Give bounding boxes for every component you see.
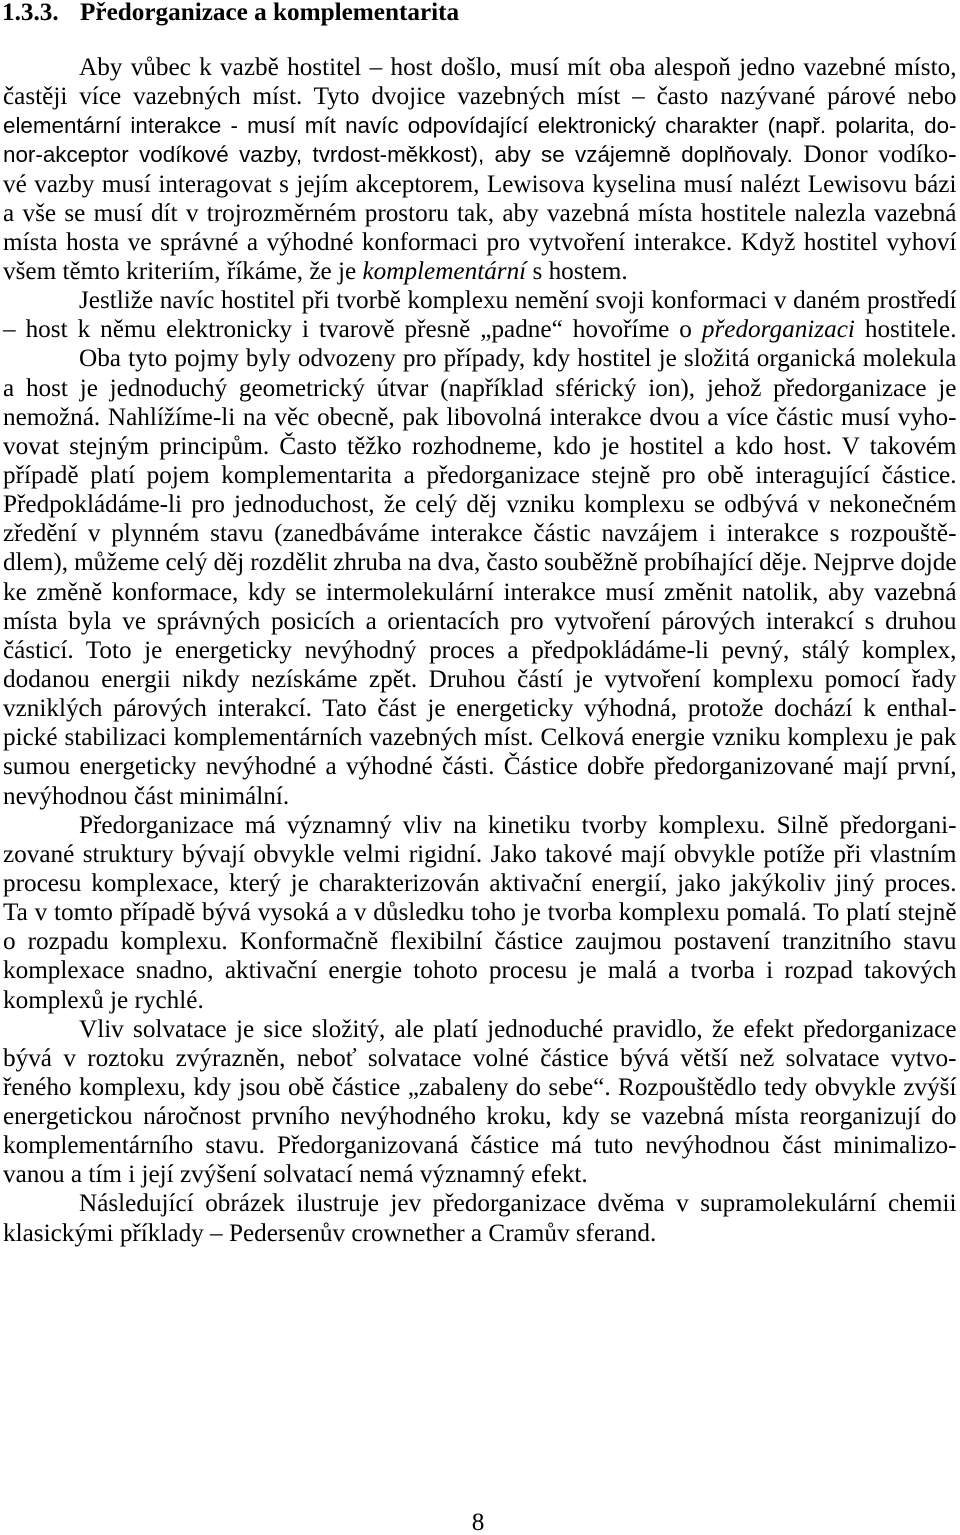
text-line [3,1073,957,1102]
text-run: zované struktury bývají obvykle velmi rigidní. Jako takové mají obvykle potíže při vlastním [3,840,957,868]
body-text [3,53,957,1248]
text-run: procesu komplexace, který je charakterizován aktivační energií, jako jakýkoliv jiný proces. [3,869,957,897]
text-run: vovat stejným principům. Často těžko rozhodneme, kdo je hostitel a kdo host. V takovém [3,432,957,460]
text-run: místa hosta ve správné a výhodné konformaci pro vytvoření interakce. Když hostitel vyhoví [3,228,957,256]
text-run: Oba tyto pojmy byly odvozeny pro případy, kdy hostitel je složitá organická molekula [79,345,957,373]
text-run: nemožná. Nahlížíme-li na věc obecně, pak libovolná interakce dvou a více částic musí vyho- [3,403,957,431]
text-run: Následující obrázek ilustruje jev předorganizace dvěma v supramolekulární chemii [79,1190,957,1218]
text-run: a vše se musí dít v trojrozměrném prostoru tak, aby vazebná místa hostitele nalezla vazebná [3,199,957,227]
text-run: ke změně konformace, kdy se intermolekulární interakce musí změnit natolik, aby vazebná [3,578,957,606]
text-run: s hostem. [526,257,628,285]
text-run: vé vazby musí interagovat s jejím akceptorem, Lewisova kyselina musí nalézt Lewisovu bázi [3,170,957,198]
text-line [3,403,957,432]
paragraph [3,344,957,810]
text-run: místa byla ve správných posicích a orientacích pro vytvoření párových interakcí s druhou [3,607,957,635]
text-run: Aby vůbec k vazbě hostitel – host došlo, musí mít oba alespoň jedno vazebné místo, [79,54,957,81]
text-run: – host k němu elektronicky i tvarově přesně „padne“ hovoříme o [3,316,702,344]
text-run: Jestliže navíc hostitel při tvorbě komplexu nemění svoji konformaci v daném prostředí [79,287,957,315]
text-run: o rozpadu komplexu. Konformačně flexibilní částice zaujmou postavení tranzitního stavu [3,928,957,956]
text-line [79,1015,957,1044]
text-line [3,170,957,199]
text-run: komplexace snadno, aktivační energie tohoto procesu je malá a tvorba i rozpad takových [3,957,957,985]
text-run: částicí. Toto je energeticky nevýhodný proces a předpokládáme-li pevný, stálý komplex, [3,636,957,664]
paragraph [3,1189,957,1247]
text-run: vzniklých párových interakcí. Tato část je energeticky výhodná, protože dochází k enthal- [3,695,957,723]
section-heading [2,0,459,25]
emphasized-term: předorganizaci [701,316,855,344]
text-run: sumou energeticky nevýhodné a výhodné části. Částice dobře předorganizované mají první, [3,753,957,781]
text-run: pické stabilizaci komplementárních vazebných míst. Celková energie vzniku komplexu je pak [3,724,957,752]
text-line [79,344,957,373]
text-run: Vliv solvatace je sice složitý, ale platí jednoduché pravidlo, že efekt předorganizace [79,1015,957,1043]
text-run: Předpokládáme-li pro jednoduchost, že celý děj vzniku komplexu se odbývá v nekonečném [3,491,957,519]
text-line [3,140,957,169]
text-line [3,694,957,723]
text-run: nor-akceptor vodíkové vazby, tvrdost-měkkost), aby se vzájemně doplňovaly. [3,142,793,168]
text-run: častěji více vazebných míst. Tyto dvojice vazebných míst – často nazývané párové nebo [3,83,957,111]
text-line [3,578,957,607]
text-line [3,199,957,228]
text-line [3,111,957,140]
text-line [3,607,957,636]
text-run: případě platí pojem komplementarita a předorganizace stejně pro obě interagující částice. [3,461,957,489]
text-line [79,286,957,315]
text-line [3,1131,957,1160]
text-run: řeného komplexu, kdy jsou obě částice „zabaleny do sebe“. Rozpouštědlo tedy obvykle zvýší [3,1073,957,1101]
section-number: 1.3.3. [2,0,59,26]
text-line [3,374,957,403]
paragraph [3,1015,957,1190]
paragraph [3,811,957,1015]
text-line [79,811,957,840]
text-line [3,665,957,694]
text-run: bývá v roztoku zvýrazněn, neboť solvatace volné částice bývá větší než solvatace vytvo- [3,1044,957,1072]
text-run: Předorganizace má významný vliv na kinetiku tvorby komplexu. Silně předorgani- [79,811,957,839]
text-run: zředění v plynném stavu (zanedbáváme interakce částic navzájem i interakce s rozpouště- [3,520,957,548]
text-line [3,752,957,781]
text-line [3,1102,957,1131]
text-run: komplexů je rychlé. [3,986,204,1014]
text-run: Ta v tomto případě bývá vysoká a v důsledku toho je tvorba komplexu pomalá. To platí stejně [3,899,957,927]
text-run: vanou a tím i její zvýšení solvatací nemá významný efekt. [3,1161,588,1189]
text-line [3,840,957,869]
text-line [79,1189,957,1218]
section-title: Předorganizace a komplementarita [80,0,460,26]
text-line [3,432,957,461]
text-line [3,636,957,665]
text-run: dlem), můžeme celý děj rozdělit zhruba na dva, často souběžně probíhající děje. Nejprve dojde [3,549,957,577]
text-run: a host je jednoduchý geometrický útvar (například sférický ion), jehož předorganizace je [3,374,957,402]
text-line [3,782,957,811]
paragraph [3,286,957,344]
text-run: Donor vodíko- [792,141,957,169]
text-line [3,228,957,257]
text-line [3,1160,957,1189]
paragraph [3,53,957,286]
text-line [3,1219,957,1248]
text-line [3,490,957,519]
text-run: energetickou náročnost prvního nevýhodného kroku, kdy se vazebná místa reorganizují do [3,1103,957,1131]
page-number: 8 [471,1509,485,1535]
emphasized-term: komplementární [362,257,527,285]
text-line [3,927,957,956]
text-line [3,82,957,111]
text-line [3,723,957,752]
text-line [3,956,957,985]
text-line [3,257,957,286]
text-line [3,986,957,1015]
text-line [3,869,957,898]
text-run: komplementárního stavu. Předorganizovaná částice má tuto nevýhodnou část minimalizo- [3,1132,957,1160]
text-line [3,461,957,490]
text-run: nevýhodnou část minimální. [3,782,290,810]
text-line [3,1044,957,1073]
text-line [3,315,957,344]
text-line [3,548,957,577]
text-run: hostitele. [854,316,957,344]
text-run: klasickými příklady – Pedersenův crownether a Cramův sferand. [3,1219,657,1247]
text-line [3,519,957,548]
text-line [3,898,957,927]
text-run: všem těmto kriteriím, říkáme, že je [3,257,363,285]
text-line [79,53,957,82]
text-run: elementární interakce - musí mít navíc odpovídající elektronický charakter (např. polarita, do- [3,113,957,139]
text-run: dodanou energii nikdy nezískáme zpět. Druhou částí je vytvoření komplexu pomocí řady [3,665,957,693]
